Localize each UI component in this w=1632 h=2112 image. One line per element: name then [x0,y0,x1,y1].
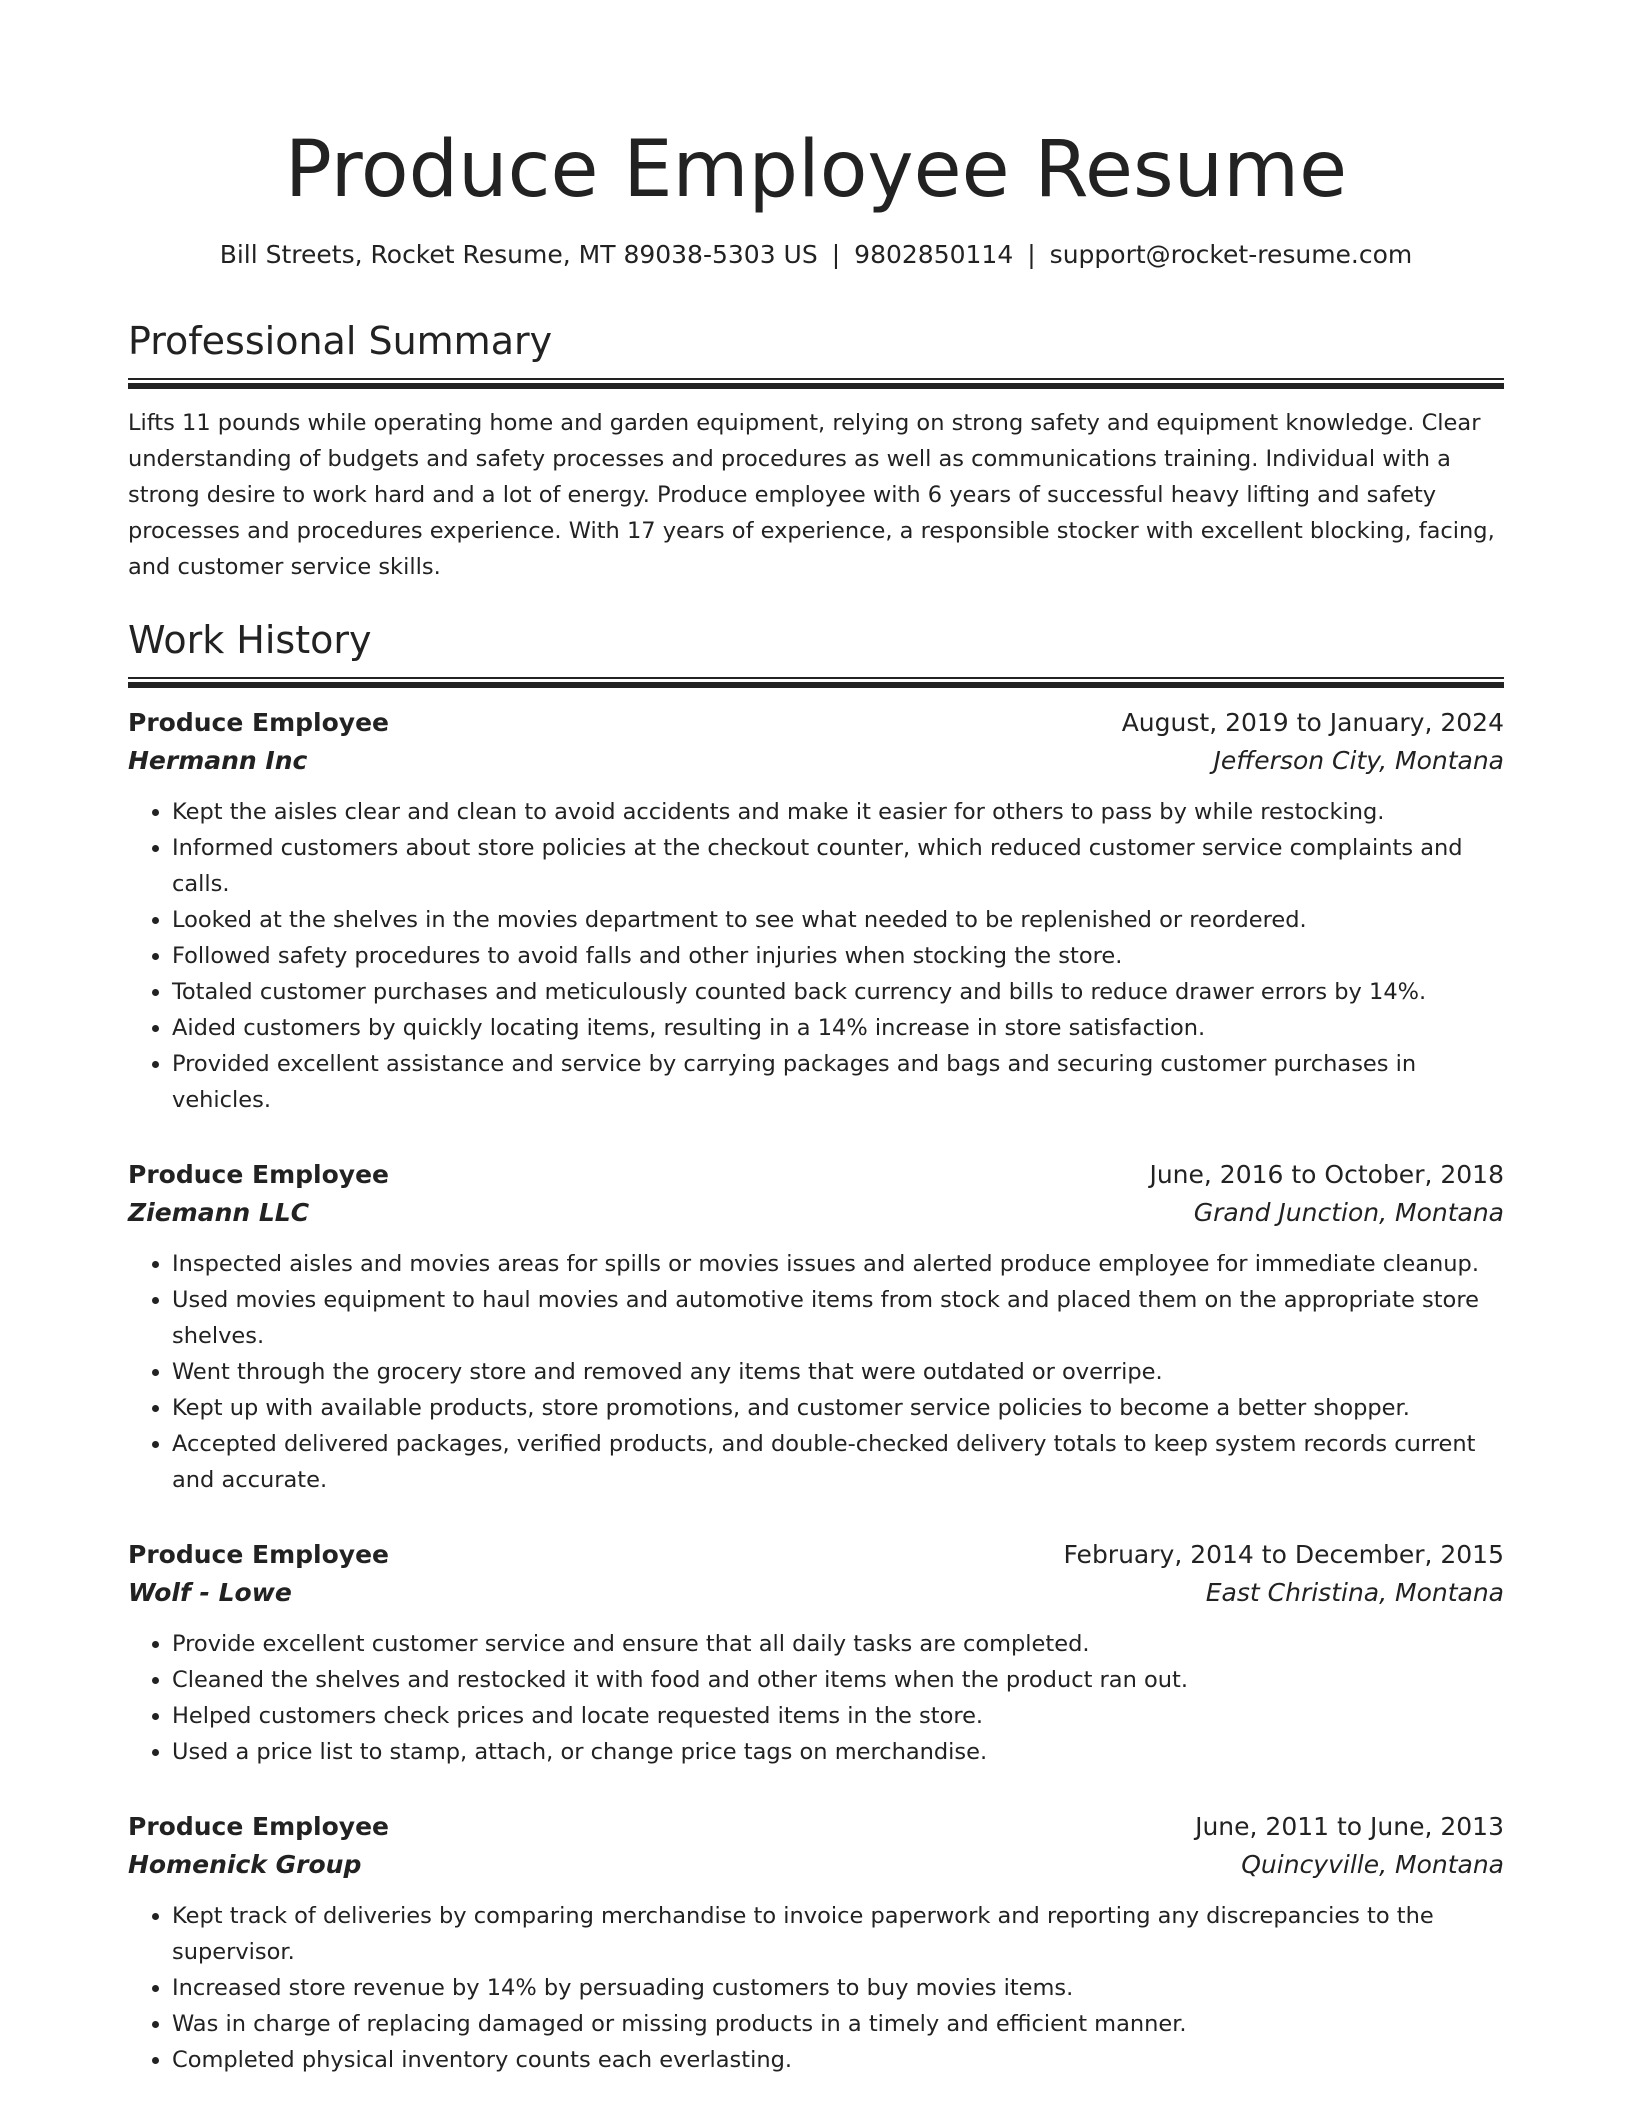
job-location: Jefferson City, Montana [1213,746,1504,775]
contact-separator: | [1027,240,1036,269]
work-history-heading: Work History [128,618,372,662]
job-bullet: • Kept track of deliveries by comparing merchandise to invoice paperwork and reporting any discrepancies to the supervisor. [172,1898,1504,1970]
job-dates: June, 2011 to June, 2013 [1195,1812,1504,1841]
job-bullet: • Completed physical inventory counts each everlasting. [172,2042,1504,2078]
contact-email: support@rocket-resume.com [1049,240,1413,269]
job-header-row [128,1536,1504,1574]
job-bullet: • Followed safety procedures to avoid falls and other injuries when stocking the store. [172,938,1504,974]
job-header-row [128,1808,1504,1846]
job-bullets [128,794,1504,1118]
job-title: Produce Employee [128,1540,389,1569]
contact-address: Bill Streets, Rocket Resume, MT 89038-5303 US [219,240,818,269]
job-location: Grand Junction, Montana [1193,1198,1504,1227]
job-company: Homenick Group [128,1850,362,1879]
job-company-row [128,1846,1504,1884]
job-company: Ziemann LLC [128,1198,310,1227]
resume-title: Produce Employee Resume [284,125,1348,215]
job-dates: February, 2014 to December, 2015 [1063,1540,1504,1569]
contact-phone: 9802850114 [854,240,1014,269]
job-title: Produce Employee [128,708,389,737]
job-bullet: • Went through the grocery store and removed any items that were outdated or overripe. [172,1354,1504,1390]
job-bullet: • Used movies equipment to haul movies and automotive items from stock and placed them on the appropriate store shelves. [172,1282,1504,1354]
job-header-row [128,704,1504,742]
job-company-row [128,1574,1504,1612]
job-company: Wolf - Lowe [128,1578,292,1607]
job-bullet: • Cleaned the shelves and restocked it with food and other items when the product ran out. [172,1662,1504,1698]
job-company-row [128,1194,1504,1232]
job-dates: August, 2019 to January, 2024 [1121,708,1504,737]
job-dates: June, 2016 to October, 2018 [1149,1160,1504,1189]
summary-heading: Professional Summary [128,319,553,363]
job-bullet: • Inspected aisles and movies areas for spills or movies issues and alerted produce employee for immediate cleanup. [172,1246,1504,1282]
job-bullet: • Looked at the shelves in the movies department to see what needed to be replenished or reordered. [172,902,1504,938]
job-bullet: • Kept up with available products, store promotions, and customer service policies to become a better shopper. [172,1390,1504,1426]
job-bullet: • Increased store revenue by 14% by persuading customers to buy movies items. [172,1970,1504,2006]
job-company-row [128,742,1504,780]
section-divider [128,677,1504,688]
job-entry [128,704,1504,1118]
job-location: East Christina, Montana [1205,1578,1504,1607]
job-bullet: • Helped customers check prices and locate requested items in the store. [172,1698,1504,1734]
job-bullets [128,1246,1504,1498]
job-company: Hermann Inc [128,746,308,775]
contact-line [128,238,1504,272]
job-bullet: • Kept the aisles clear and clean to avoid accidents and make it easier for others to pass by while restocking. [172,794,1504,830]
job-bullets [128,1626,1504,1770]
job-bullet: • Was in charge of replacing damaged or missing products in a timely and efficient manner. [172,2006,1504,2042]
job-entry [128,1536,1504,1770]
section-divider [128,378,1504,389]
job-bullet: • Totaled customer purchases and meticulously counted back currency and bills to reduce drawer errors by 14%. [172,974,1504,1010]
job-title: Produce Employee [128,1160,389,1189]
job-bullet: • Provide excellent customer service and ensure that all daily tasks are completed. [172,1626,1504,1662]
job-bullet: • Aided customers by quickly locating items, resulting in a 14% increase in store satisfaction. [172,1010,1504,1046]
summary-text: Lifts 11 pounds while operating home and garden equipment, relying on strong safety and equipment knowledge. Clear understanding of budgets and safety processes and procedures as well as communications training. Individual with a strong desire to work hard and a lot of energy. Produce employee with 6 years of successful heavy lifting and safety processes and procedures experience. With 17 years of experience, a responsible stocker with excellent blocking, facing, and customer service skills. [128,410,1495,580]
job-bullet: • Accepted delivered packages, verified products, and double-checked delivery totals to keep system records current and accurate. [172,1426,1504,1498]
contact-separator: | [831,240,841,269]
job-header-row [128,1156,1504,1194]
job-bullet: • Informed customers about store policies at the checkout counter, which reduced customer service complaints and calls. [172,830,1504,902]
job-bullet: • Used a price list to stamp, attach, or change price tags on merchandise. [172,1734,1504,1770]
job-bullet: • Provided excellent assistance and service by carrying packages and bags and securing customer purchases in vehicles. [172,1046,1504,1118]
job-bullets [128,1898,1504,2078]
job-entry [128,1156,1504,1498]
job-entry [128,1808,1504,2078]
job-title: Produce Employee [128,1812,389,1841]
job-location: Quincyville, Montana [1241,1850,1504,1879]
